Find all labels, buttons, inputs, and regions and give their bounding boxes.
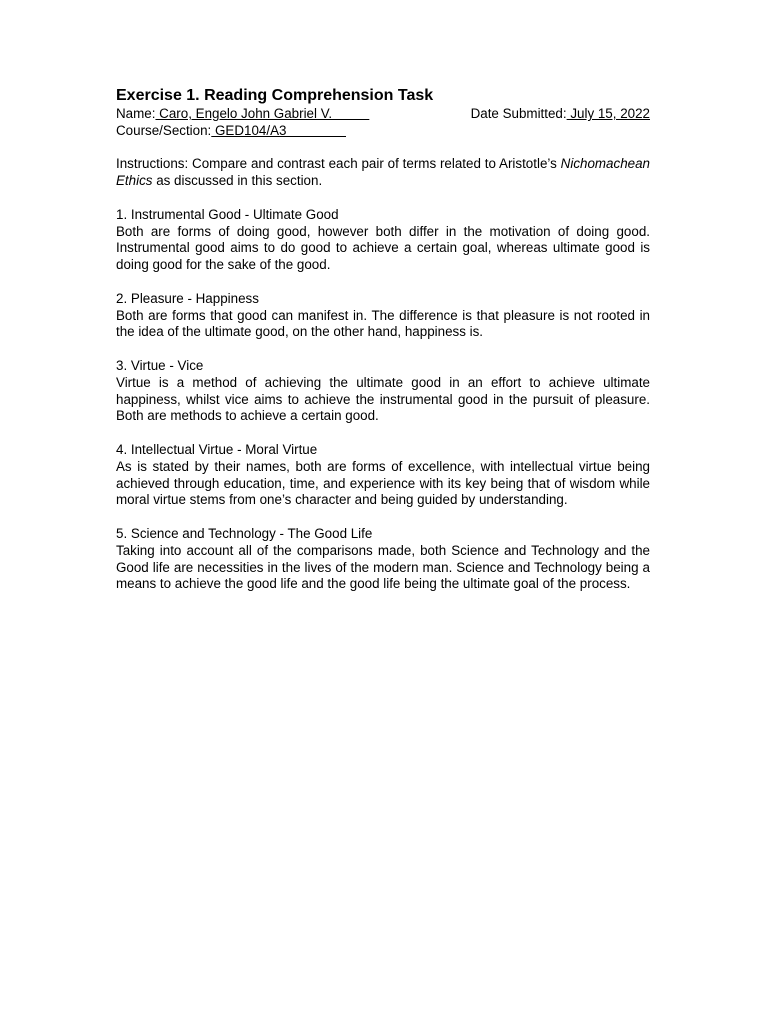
course-label: Course/Section: — [116, 122, 212, 138]
comparison-item-1 — [116, 207, 650, 274]
item-body: As is stated by their names, both are forms of excellence, with intellectual virtue being achieved through education, time, and experience with its key being that of wisdom while moral virtue stems from one’s character and being guided by understanding. — [116, 458, 650, 508]
instructions-book-title: Nichomachean Ethics — [116, 156, 650, 189]
instructions-suffix: as discussed in this section. — [152, 173, 323, 189]
item-heading: 2. Pleasure - Happiness — [116, 290, 259, 306]
name-field — [116, 106, 369, 123]
name-value: Caro, Engelo John Gabriel V. — [155, 106, 370, 121]
item-body: Both are forms of doing good, however both differ in the motivation of doing good. Instrumental good aims to do good to achieve a certain goal, whereas ultimate good is doing good for the sake of the good. — [116, 223, 650, 273]
comparison-item-2 — [116, 291, 650, 341]
course-value: GED104/A3 — [211, 122, 346, 138]
name-date-row — [116, 106, 650, 123]
item-heading: 5. Science and Technology - The Good Life — [116, 525, 373, 541]
item-heading: 3. Virtue - Vice — [116, 357, 204, 373]
item-heading: 1. Instrumental Good - Ultimate Good — [116, 206, 339, 222]
date-field — [471, 106, 650, 123]
date-label: Date Submitted: — [470, 106, 567, 121]
comparison-item-4 — [116, 442, 650, 509]
instructions — [116, 156, 650, 190]
comparison-item-5 — [116, 526, 650, 593]
document-title: Exercise 1. Reading Comprehension Task — [116, 87, 434, 104]
course-row — [116, 123, 650, 140]
name-label: Name: — [116, 106, 156, 121]
comparison-item-3 — [116, 358, 650, 425]
item-body: Both are forms that good can manifest in. The difference is that pleasure is not rooted in the idea of the ultimate good, on the other hand, happiness is. — [116, 307, 650, 340]
date-value: July 15, 2022 — [566, 106, 650, 121]
item-body: Virtue is a method of achieving the ultimate good in an effort to achieve ultimate happiness, whilst vice aims to achieve the instrumental good in the pursuit of pleasure. Both are methods to achieve a certain good. — [116, 374, 650, 424]
instructions-prefix: Instructions: Compare and contrast each pair of terms related to Aristotle’s — [116, 156, 561, 172]
item-body: Taking into account all of the comparisons made, both Science and Technology and the Good life are necessities in the lives of the modern man. Science and Technology being a means to achieve the good life and the good life being the ultimate goal of the process. — [116, 542, 650, 592]
document-content — [116, 86, 650, 593]
item-heading: 4. Intellectual Virtue - Moral Virtue — [116, 441, 318, 457]
